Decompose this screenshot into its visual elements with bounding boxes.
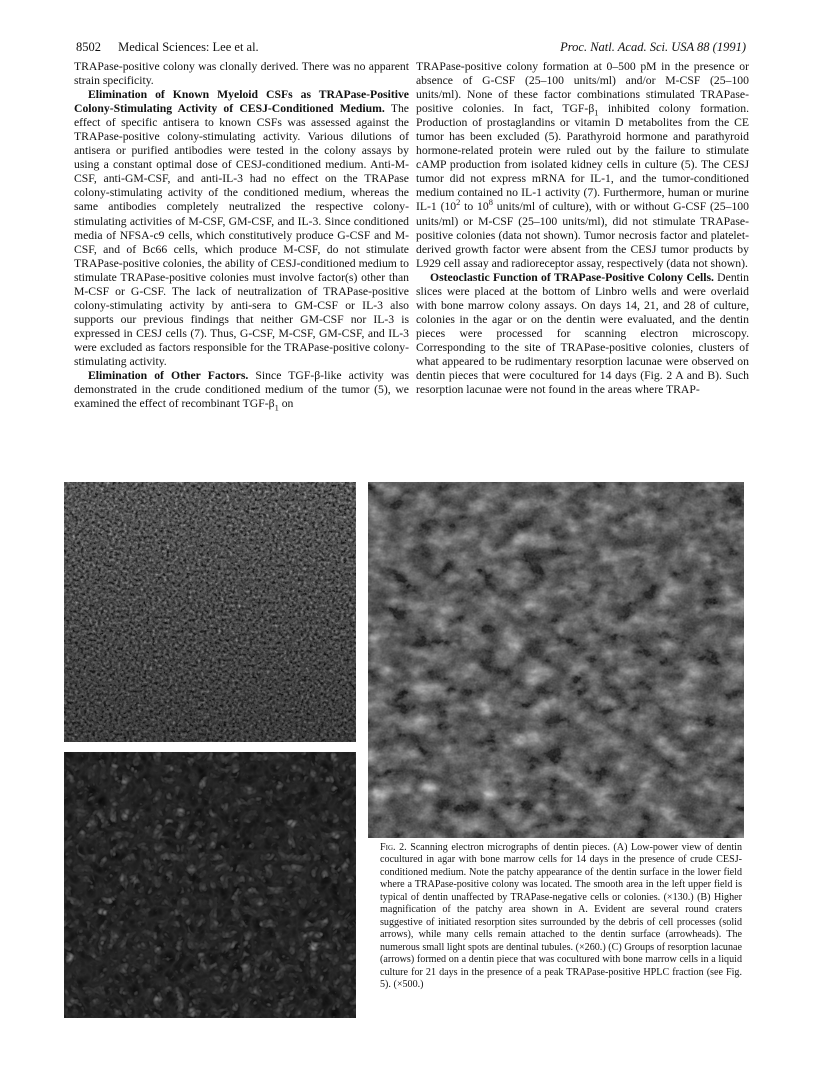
- left-text-column: [74, 60, 409, 411]
- text-run: units/ml of culture), with or without G-CSF (25–100 units/ml) or M-CSF (25–100 units/ml), did not stimulate TRAPase-positive colonies (data not shown). Tumor necrosis factor and platelet-derived growth factor were absent from the CESJ tumor products by L929 cell assay and radioreceptor assay, respectively (data not shown).: [416, 200, 749, 270]
- text-run: inhibited colony formation. Production of prostaglandins or vitamin D metabolites from the CE tumor has been excluded (5). Parathyroid hormone and parathyroid hormone-related protein were ruled out by the failure to stimulate cAMP production from isolated kidney cells in culture (5). The CESJ tumor did not express mRNA for IL-1, and the tumor-conditioned medium contained no IL-1 activity (7). Furthermore, human or murine IL-1 (10: [416, 102, 749, 214]
- text-run: TRAPase-positive colony formation at 0–500 pM in the presence or absence of G-CSF (25–100 units/ml) and/or M-CSF (25–100 units/ml). None of these factor combinations stimulated TRAPase-positive colonies. In fact, TGF-β: [416, 60, 749, 116]
- superscript: 8: [488, 197, 493, 208]
- caption-text: Scanning electron micrographs of dentin pieces. (A) Low-power view of dentin cocultured in agar with bone marrow cells for 14 days in the presence of crude CESJ-conditioned medium. Note the patchy appearance of the dentin surface in the lower field where a TRAPase-positive colony was located. The smooth area in the left upper field is typical of dentin unaffected by TRAPase-negative cells or colonies. (×130.) (B) Higher magnification of the patchy area shown in A. Evident are several round craters suggestive of initiated resorption sites surrounded by the debris of cell processes (solid arrows), while many cells remain attached to the dentin surface (arrowheads). The numerous small light spots are dentinal tubules. (×260.) (C) Groups of resorption lacunae (arrows) formed on a dentin piece that was cocultured with bone marrow cells in a liquid culture for 21 days in the presence of a peak TRAPase-positive HPLC fraction (see Fig. 5). (×500.): [380, 842, 742, 990]
- section-myeloid-csfs: [74, 88, 409, 369]
- micrograph-panel-c: [368, 482, 744, 838]
- text-run: to 10: [460, 200, 489, 214]
- section-heading: Elimination of Known Myeloid CSFs as TRAPase-Positive Colony-Stimulating Activity of CESJ-Conditioned Medium.: [74, 88, 409, 116]
- journal-citation: Proc. Natl. Acad. Sci. USA 88 (1991): [560, 40, 746, 54]
- micrograph-c-image: [368, 482, 744, 838]
- figure-caption: [380, 842, 742, 991]
- section-heading: Elimination of Other Factors.: [88, 369, 249, 383]
- micrograph-panel-a: [64, 482, 356, 742]
- figure-label: Fig. 2.: [380, 842, 407, 853]
- section-body-end: on: [278, 397, 294, 411]
- subscript: 1: [594, 107, 599, 118]
- subscript: 1: [274, 402, 279, 413]
- section-body: The effect of specific antisera to known CSFs was assessed against the TRAPase-positive colony-stimulating activity. Various dilutions of antisera or purified antibodies were tested in the colony assays by using a constant optimal dose of CESJ-conditioned medium. Anti-M-CSF, anti-GM-CSF, and anti-IL-3 had no effect on the TRAPase colony-stimulating activity of the conditioned medium, whereas the same antibodies completely neutralized the respective colony-stimulating activities of M-CSF, GM-CSF, and IL-3. Since conditioned media of NFSA-c9 cells, which constitutively produce G-CSF and M-CSF, and of Bc66 cells, which produce M-CSF, do not stimulate TRAPase-positive colonies, the ability of CESJ-conditioned medium to stimulate TRAPase-positive colonies must involve factor(s) other than M-CSF or G-CSF. The lack of neutralization of TRAPase-positive colony-stimulating activity by anti-sera to GM-CSF or IL-3 also supports our previous findings that neither GM-CSF nor IL-3 is expressed in CESJ cells (7). Thus, G-CSF, M-CSF, GM-CSF, and IL-3 were excluded as factors responsible for the TRAPase-positive colony-stimulating activity.: [74, 102, 409, 368]
- section-other-factors: [74, 369, 409, 411]
- section-osteoclastic-function: [416, 271, 749, 397]
- running-header-left: [76, 40, 259, 55]
- right-text-column: [416, 60, 749, 397]
- paragraph-continuation: TRAPase-positive colony was clonally derived. There was no apparent strain specificity.: [74, 60, 409, 88]
- superscript: 2: [456, 197, 461, 208]
- micrograph-panel-b: [64, 752, 356, 1018]
- paragraph-continuation: [416, 60, 749, 271]
- section-body: Since TGF-β-like activity was demonstrated in the crude conditioned medium of the tumor (5), we examined the effect of recombinant TGF-β: [74, 369, 410, 411]
- micrograph-a-image: [64, 482, 356, 742]
- micrograph-b-image: [64, 752, 356, 1018]
- section-body: Dentin slices were placed at the bottom of Linbro wells and were overlaid with bone marrow colony assays. On days 14, 21, and 28 of culture, colonies in the agar or on the dentin were evaluated, and the dentin pieces were processed for scanning electron microscopy. Corresponding to the site of TRAPase-positive colonies, clusters of what appeared to be rudimentary resorption lacunae were observed on dentin pieces that were cocultured for 14 days (Fig. 2 A and B). Such resorption lacunae were not found in the areas where TRAP-: [416, 270, 749, 397]
- running-title: Medical Sciences: Lee et al.: [118, 40, 259, 54]
- section-heading: Osteoclastic Function of TRAPase-Positive Colony Cells.: [430, 270, 714, 284]
- page-number: 8502: [76, 40, 101, 54]
